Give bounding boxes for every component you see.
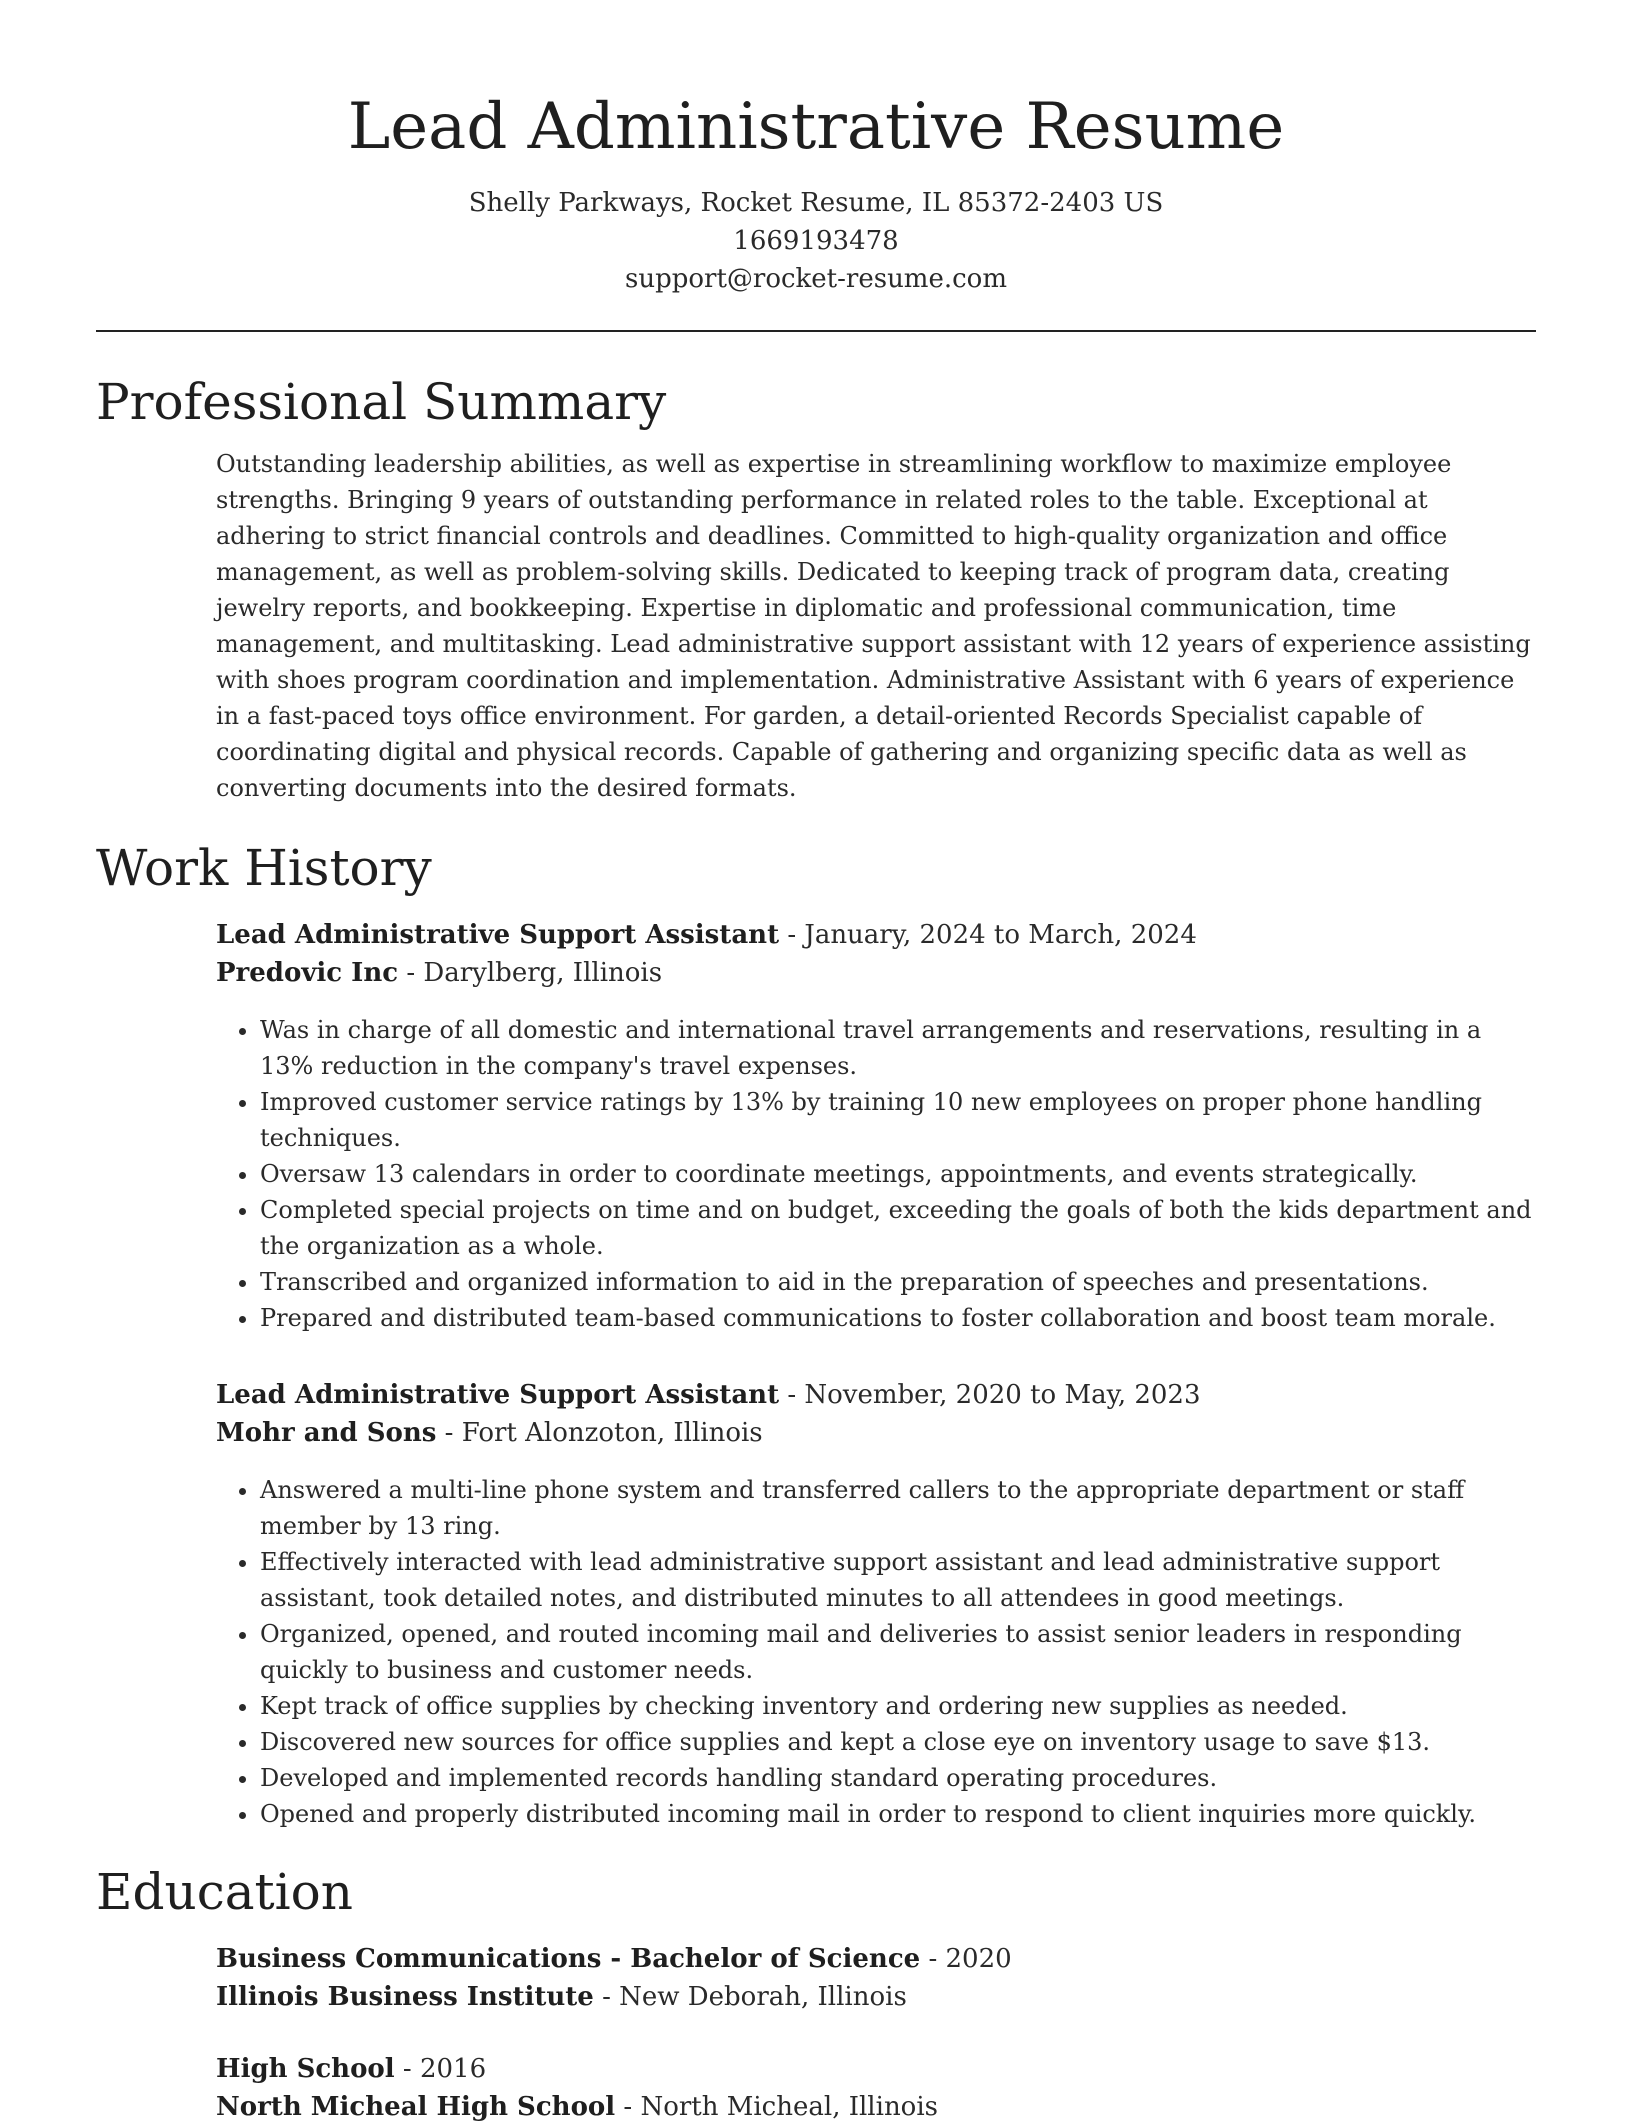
education-school-line: [216, 2088, 1536, 2126]
education-section: [96, 1860, 1536, 2126]
section-heading-education: Education: [96, 1863, 353, 1921]
section-heading-summary: Professional Summary: [96, 373, 667, 431]
job-bullet: • Opened and properly distributed incoming mail in order to respond to client inquiries more quickly.: [260, 1796, 1536, 1832]
education-year: - 2020: [920, 1944, 1012, 1974]
job-dates: - November, 2020 to May, 2023: [779, 1380, 1201, 1410]
education-school: Illinois Business Institute: [216, 1982, 594, 2012]
job-bullet: • Was in charge of all domestic and international travel arrangements and reservations, resulting in a 13% reduction in the company's travel expenses.: [260, 1012, 1536, 1084]
contact-phone: 1669193478: [733, 226, 899, 256]
job-company-line: [216, 954, 1536, 992]
job-company: Mohr and Sons: [216, 1418, 437, 1448]
job-bullet: • Answered a multi-line phone system and transferred callers to the appropriate department or staff member by 13 ring.: [260, 1472, 1536, 1544]
job-dates: - January, 2024 to March, 2024: [779, 920, 1197, 950]
job-title-line: [216, 916, 1536, 954]
job-title: Lead Administrative Support Assistant: [216, 1380, 780, 1410]
job-bullet: • Transcribed and organized information to aid in the preparation of speeches and presentations.: [260, 1264, 1536, 1300]
resume-page: [96, 0, 1536, 2126]
education-degree: High School: [216, 2054, 395, 2084]
contact-address: Shelly Parkways, Rocket Resume, IL 85372-2403 US: [468, 188, 1164, 218]
education-degree-line: [216, 2050, 1536, 2088]
job-location: - Fort Alonzoton, Illinois: [436, 1418, 763, 1448]
section-heading-work: Work History: [96, 839, 432, 897]
job-bullet: • Organized, opened, and routed incoming mail and deliveries to assist senior leaders in responding quickly to business and customer needs.: [260, 1616, 1536, 1688]
job-bullet: • Developed and implemented records handling standard operating procedures.: [260, 1760, 1536, 1796]
job-location: - Darylberg, Illinois: [398, 958, 663, 988]
work-history-section: [96, 836, 1536, 1832]
education-location: - North Micheal, Illinois: [615, 2092, 938, 2122]
education-school-line: [216, 1978, 1536, 2016]
job-bullets: [216, 1012, 1536, 1336]
job-bullet: • Effectively interacted with lead administrative support assistant and lead administrative support assistant, took detailed notes, and distributed minutes to all attendees in good meetings.: [260, 1544, 1536, 1616]
professional-summary-section: [96, 370, 1536, 806]
education-year: - 2016: [394, 2054, 487, 2084]
job-bullet: • Oversaw 13 calendars in order to coordinate meetings, appointments, and events strategically.: [260, 1156, 1536, 1192]
header-divider: [96, 330, 1536, 332]
education-degree: Business Communications - Bachelor of Science: [216, 1944, 921, 1974]
education-entry: [216, 2050, 1536, 2126]
job-bullet: • Discovered new sources for office supplies and kept a close eye on inventory usage to save $13.: [260, 1724, 1536, 1760]
contact-email: support@rocket-resume.com: [624, 264, 1007, 294]
education-location: - New Deborah, Illinois: [593, 1982, 907, 2012]
job-company-line: [216, 1414, 1536, 1452]
education-entry: [216, 1940, 1536, 2016]
education-degree-line: [216, 1940, 1536, 1978]
job-bullet: • Prepared and distributed team-based communications to foster collaboration and boost team morale.: [260, 1300, 1536, 1336]
job-entry: [216, 1376, 1536, 1832]
summary-paragraph: Outstanding leadership abilities, as well as expertise in streamlining workflow to maximize employee strengths. Bringing 9 years of outstanding performance in related roles to the table. Exceptional at adhering to strict financial controls and deadlines. Committed to high-quality organization and office management, as well as problem-solving skills. Dedicated to keeping track of program data, creating jewelry reports, and bookkeeping. Expertise in diplomatic and professional communication, time management, and multitasking. Lead administrative support assistant with 12 years of experience assisting with shoes program coordination and implementation. Administrative Assistant with 6 years of experience in a fast-paced toys office environment. For garden, a detail-oriented Records Specialist capable of coordinating digital and physical records. Capable of gathering and organizing specific data as well as converting documents into the desired formats.: [216, 450, 1531, 802]
job-company: Predovic Inc: [216, 958, 399, 988]
education-school: North Micheal High School: [216, 2092, 616, 2122]
job-bullet: • Kept track of office supplies by checking inventory and ordering new supplies as needed.: [260, 1688, 1536, 1724]
job-title-line: [216, 1376, 1536, 1414]
job-entry: [216, 916, 1536, 1336]
job-bullets: [216, 1472, 1536, 1832]
contact-block: [96, 184, 1536, 298]
job-bullet: • Completed special projects on time and on budget, exceeding the goals of both the kids department and the organization as a whole.: [260, 1192, 1536, 1264]
resume-title: Lead Administrative Resume: [347, 90, 1285, 164]
job-bullet: • Improved customer service ratings by 13% by training 10 new employees on proper phone handling techniques.: [260, 1084, 1536, 1156]
job-title: Lead Administrative Support Assistant: [216, 920, 780, 950]
